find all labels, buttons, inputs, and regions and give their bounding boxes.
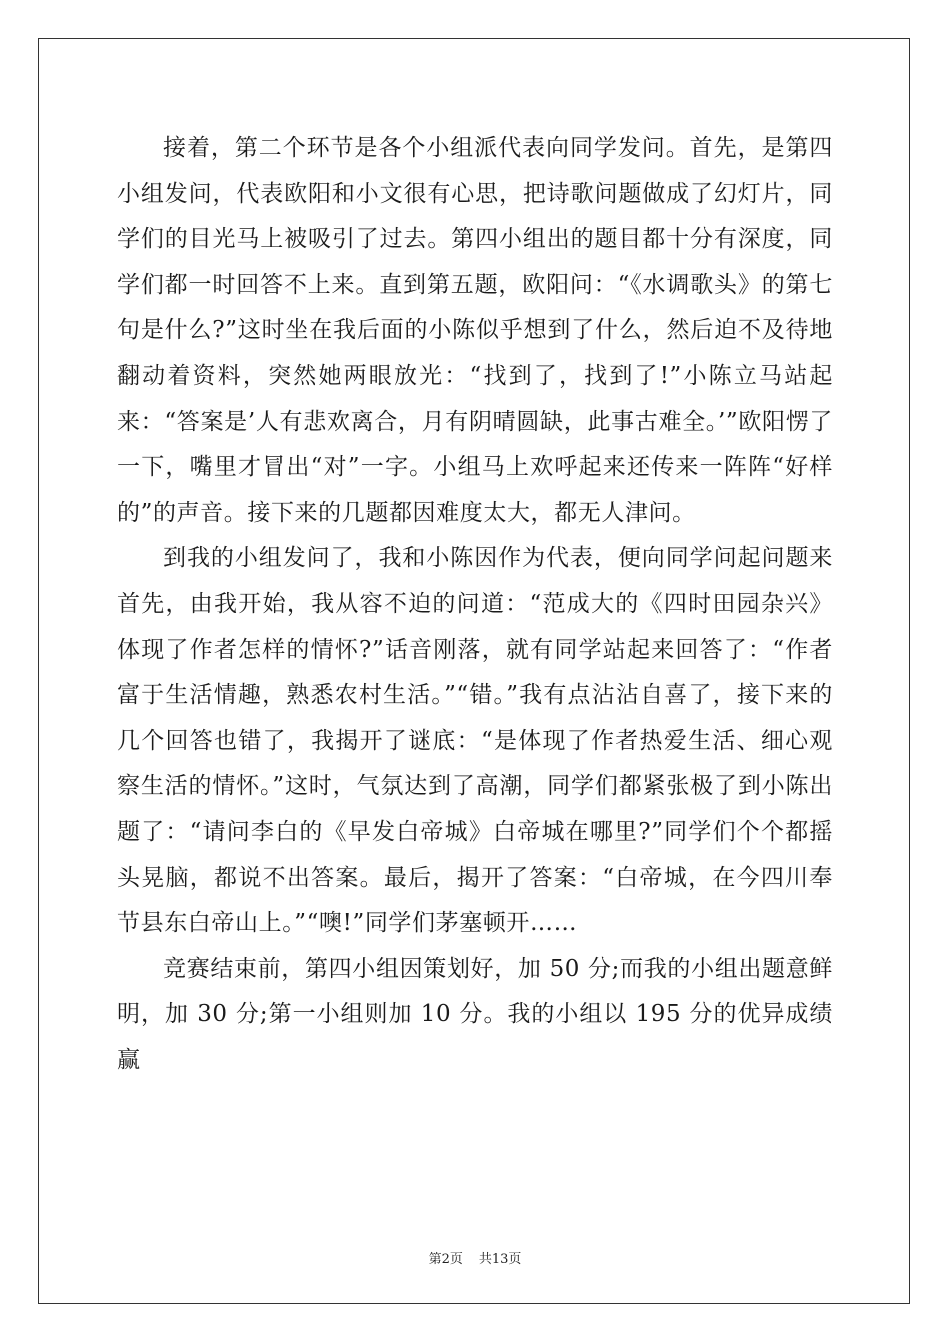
document-body <box>117 126 833 1083</box>
paragraph-1: 接着，第二个环节是各个小组派代表向同学发问。首先，是第四小组发问，代表欧阳和小文很有心思，把诗歌问题做成了幻灯片，同学们的目光马上被吸引了过去。第四小组出的题目都十分有深度，同学们都一时回答不上来。直到第五题，欧阳问：“《水调歌头》的第七句是什么?”这时坐在我后面的小陈似乎想到了什么，然后迫不及待地翻动着资料，突然她两眼放光：“找到了，找到了!”小陈立马站起来：“答案是’人有悲欢离合，月有阴晴圆缺，此事古难全。’”欧阳愣了一下，嘴里才冒出“对”一字。小组马上欢呼起来还传来一阵阵“好样的”的声音。接下来的几题都因难度太大，都无人津问。 <box>117 135 833 526</box>
page-total: 共13页 <box>478 1252 522 1267</box>
paragraph-3: 竞赛结束前，第四小组因策划好，加 50 分;而我的小组出题意鲜明，加 30 分;第一小组则加 10 分。我的小组以 195 分的优异成绩赢 <box>117 955 833 1073</box>
page-footer <box>0 1248 950 1267</box>
page-number: 第2页 <box>428 1252 463 1267</box>
paragraph-2: 到我的小组发问了，我和小陈因作为代表，便向同学问起问题来首先，由我开始，我从容不迫的问道：“范成大的《四时田园杂兴》体现了作者怎样的情怀?”话音刚落，就有同学站起来回答了：“作者富于生活情趣，熟悉农村生活。”“错。”我有点沾沾自喜了，接下来的几个回答也错了，我揭开了谜底：“是体现了作者热爱生活、细心观察生活的情怀。”这时，气氛达到了高潮，同学们都紧张极了到小陈出题了：“请问李白的《早发白帝城》白帝城在哪里?”同学们个个都摇头晃脑，都说不出答案。最后，揭开了答案：“白帝城，在今四川奉节县东白帝山上。”“噢!”同学们茅塞顿开…… <box>117 545 833 937</box>
